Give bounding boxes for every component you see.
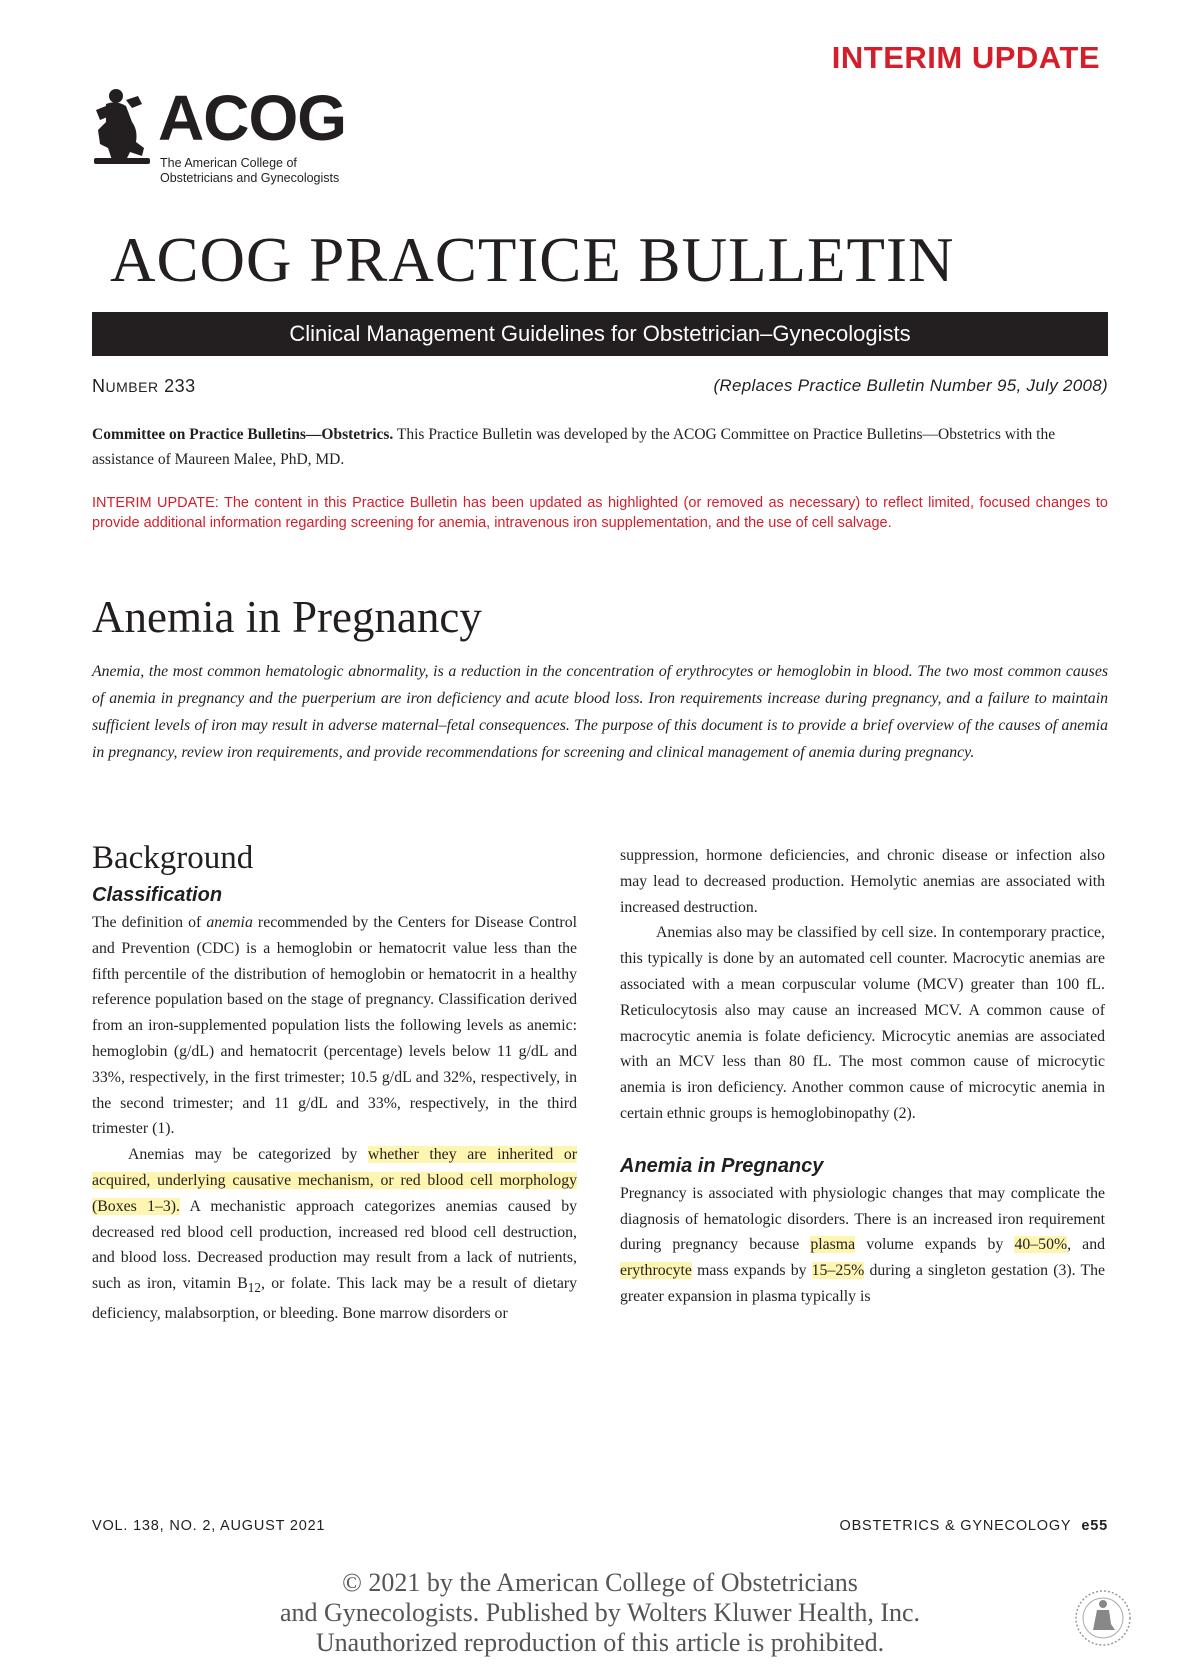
paragraph-cell-size: Anemias also may be classified by cell size. In contemporary practice, this typically is done by an automated cell counter. Macrocytic anemias are associated with a mean corpuscular volume (MCV) greater than 100 fL. Reticulocytosis also may cause an increased MCV. A common cause of macrocytic anemia is folate deficiency. Microcytic anemias are associated with an MCV less than 80 fL. The most common cause of microcytic anemia is iron deficiency. Another common cause of microcytic anemia in certain ethnic groups is hemoglobinopathy (2). (620, 924, 1105, 1122)
highlighted-text: 40–50% (1014, 1236, 1068, 1254)
copyright-line1: © 2021 by the American College of Obstetricians (342, 1568, 858, 1597)
text-run: A mechanistic approach categorizes anemias caused by decreased red blood cell production, increased red blood cell destruction, and blood loss. Decreased production may result from a lack of nutrients, such as iron, vitamin B (92, 1197, 578, 1293)
classification-heading: Classification (92, 884, 223, 906)
footer-journal-name: OBSTETRICS & GYNECOLOGY (839, 1518, 1072, 1534)
copyright-line3: Unauthorized reproduction of this article is prohibited. (315, 1628, 885, 1657)
copyright-line2: and Gynecologists. Published by Wolters Kluwer Health, Inc. (279, 1598, 921, 1627)
footer-volume: VOL. 138, NO. 2, AUGUST 2021 (92, 1518, 326, 1534)
highlighted-text: whether they are inherited or acquired, underlying causative mechanism, or red blood cell morphology (Boxes 1–3). (92, 1146, 578, 1215)
text-run: during a singleton gestation (3). The greater expansion in plasma typically is (620, 1262, 1106, 1305)
number-label-initial: N (92, 376, 106, 396)
text-run: , and (1067, 1236, 1105, 1254)
text-run: volume expands by (855, 1236, 1015, 1254)
paragraph-continued: suppression, hormone deficiencies, and chronic disease or infection also may lead to decreased production. Hemolytic anemias are associated with increased destruction. (620, 847, 1105, 916)
text-run: Anemias may be categorized by (128, 1146, 368, 1164)
anemia-in-pregnancy-heading: Anemia in Pregnancy (620, 1154, 824, 1177)
text-run: The definition of (92, 914, 207, 931)
body-column-left (92, 838, 577, 1327)
text-run: , or folate. This lack may be a result of dietary deficiency, malabsorption, or bleeding. Bone marrow disorders or (92, 1275, 577, 1323)
logo-subtitle-line1: The American College of (160, 156, 297, 170)
interim-update-note: INTERIM UPDATE: The content in this Practice Bulletin has been updated as highlighted (or removed as necessary) to reflect limited, focused changes to provide additional information regarding screening for anemia, intravenous iron supplementation, and the use of cell salvage. (92, 495, 1108, 531)
background-heading: Background (92, 840, 254, 876)
logo-subtitle-line2: Obstetricians and Gynecologists (160, 171, 340, 185)
acog-seal-icon (1073, 1588, 1133, 1648)
copyright-notice (0, 1568, 1200, 1658)
acog-figure-icon (92, 86, 154, 166)
paragraph-categorization (92, 1142, 577, 1327)
paragraph-definition (92, 910, 577, 1142)
acog-logo (92, 82, 352, 186)
highlighted-text: erythrocyte (620, 1262, 692, 1280)
emphasis-term: anemia (206, 914, 253, 931)
number-value: 233 (164, 376, 196, 396)
text-run: Pregnancy is associated with physiologic changes that may complicate the diagnosis of hematologic disorders. There is an increased iron requirement during pregnancy because (620, 1184, 1105, 1254)
footer-journal (839, 1518, 1108, 1534)
paragraph-pregnancy (620, 1181, 1105, 1310)
logo-wordmark: ACOG (158, 82, 346, 154)
article-title: Anemia in Pregnancy (92, 592, 482, 642)
bulletin-title: ACOG PRACTICE BULLETIN (110, 225, 955, 295)
interim-update-label: INTERIM UPDATE (831, 40, 1100, 75)
committee-name: Committee on Practice Bulletins—Obstetrics. (92, 426, 394, 443)
text-run: mass expands by (691, 1262, 812, 1280)
replaces-note: (Replaces Practice Bulletin Number 95, July 2008) (713, 376, 1108, 395)
text-run: recommended by the Centers for Disease Control and Prevention (CDC) is a hemoglobin or hematocrit value less than the fifth percentile of the distribution of hemoglobin or hematocrit in a healthy reference population based on the stage of pregnancy. Classification derived from an iron-supplemented population lists the following levels as anemic: hemoglobin (g/dL) and hematocrit (percentage) levels below 11 g/dL and 33%, respectively, in the first trimester; 10.5 g/dL and 32%, respectively, in the second trimester; and 11 g/dL and 33%, respectively, in the third trimester (1). (92, 914, 577, 1138)
committee-text: This Practice Bulletin was developed by the ACOG Committee on Practice Bulletins—Obstetrics with the assistance of Maureen Malee, PhD, MD. (92, 426, 1056, 468)
highlighted-text: 15–25% (811, 1262, 865, 1280)
bulletin-number (92, 376, 196, 397)
body-column-right (620, 843, 1105, 1310)
subscript: 12 (247, 1280, 261, 1296)
highlighted-text: plasma (810, 1236, 856, 1254)
number-label-rest: UMBER (105, 379, 159, 395)
committee-statement (92, 422, 1108, 472)
article-abstract: Anemia, the most common hematologic abnormality, is a reduction in the concentration of erythrocytes or hemoglobin in blood. The two most common causes of anemia in pregnancy and the puerperium are iron deficiency and acute blood loss. Iron requirements increase during pregnancy, and a failure to maintain sufficient levels of iron may result in adverse maternal–fetal consequences. The purpose of this document is to provide a brief overview of the causes of anemia in pregnancy, review iron requirements, and provide recommendations for screening and clinical management of anemia during pregnancy. (92, 663, 1108, 761)
guidelines-banner: Clinical Management Guidelines for Obstetrician–Gynecologists (92, 312, 1108, 356)
footer-page-number: e55 (1081, 1518, 1108, 1534)
